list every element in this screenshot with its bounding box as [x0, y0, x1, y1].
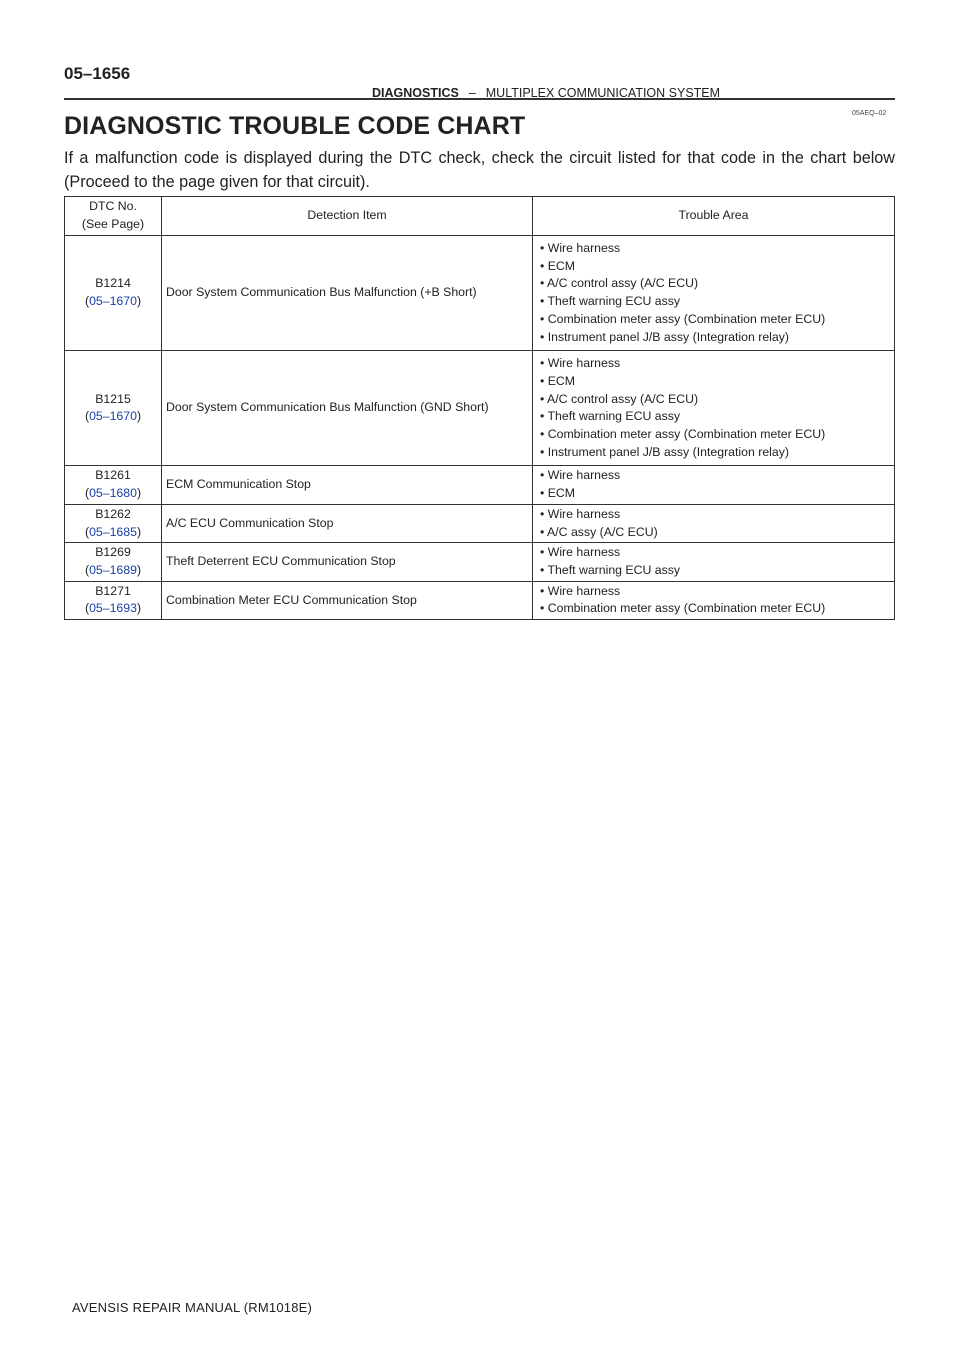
page-link[interactable]: 05–1685: [89, 524, 137, 539]
trouble-area-item: • ECM: [540, 486, 576, 501]
header-dtc-no: [65, 197, 162, 236]
trouble-area-item: • Instrument panel J/B assy (Integration relay): [540, 444, 789, 459]
dtc-table: [64, 196, 895, 620]
table-row: [65, 543, 895, 581]
trouble-area-item: • Combination meter assy (Combination meter ECU): [540, 311, 826, 326]
page-title: DIAGNOSTIC TROUBLE CODE CHART: [64, 112, 526, 140]
trouble-area-item: • A/C assy (A/C ECU): [540, 524, 658, 539]
trouble-area-item: • Combination meter assy (Combination meter ECU): [540, 601, 826, 616]
dtc-cell: [65, 543, 162, 581]
dtc-code: B1215: [95, 391, 131, 406]
table-row: [65, 466, 895, 504]
dtc-code: B1269: [95, 545, 131, 560]
detection-item: ECM Communication Stop: [162, 466, 533, 504]
detection-item: A/C ECU Communication Stop: [162, 504, 533, 542]
see-page-ref: (05–1670): [84, 294, 142, 309]
trouble-area-item: • A/C control assy (A/C ECU): [540, 276, 699, 291]
header-rule: [64, 98, 895, 100]
trouble-area-cell: [533, 351, 895, 466]
table-row: [65, 236, 895, 351]
trouble-area-item: • Wire harness: [540, 506, 621, 521]
trouble-area-item: • Theft warning ECU assy: [540, 294, 681, 309]
footer-manual-title: AVENSIS REPAIR MANUAL (RM1018E): [72, 1300, 313, 1315]
see-page-ref: (05–1680): [84, 486, 142, 501]
table-row: [65, 351, 895, 466]
see-page-ref: (05–1685): [84, 524, 142, 539]
trouble-area-cell: [533, 466, 895, 504]
detection-item: Theft Deterrent ECU Communication Stop: [162, 543, 533, 581]
trouble-area-item: • Wire harness: [540, 468, 621, 483]
detection-item: Door System Communication Bus Malfunction (+B Short): [162, 236, 533, 351]
table-header-row: [65, 197, 895, 236]
trouble-area-item: • Theft warning ECU assy: [540, 409, 681, 424]
header-trouble-area: Trouble Area: [533, 197, 895, 236]
dtc-cell: [65, 504, 162, 542]
trouble-area-item: • Instrument panel J/B assy (Integration relay): [540, 329, 789, 344]
page-link[interactable]: 05–1693: [89, 601, 137, 616]
dtc-code: B1271: [95, 583, 131, 598]
see-page-ref: (05–1693): [84, 601, 142, 616]
trouble-area-cell: [533, 581, 895, 619]
header-dtc-label: DTC No.: [89, 199, 137, 214]
trouble-area-item: • ECM: [540, 373, 576, 388]
dtc-cell: [65, 466, 162, 504]
subsection-name: MULTIPLEX COMMUNICATION SYSTEM: [485, 86, 721, 100]
see-page-ref: (05–1689): [84, 562, 142, 577]
reference-code: 05AEQ–02: [852, 110, 887, 117]
trouble-area-item: • Wire harness: [540, 583, 621, 598]
trouble-area-cell: [533, 543, 895, 581]
header-detection-item: Detection Item: [162, 197, 533, 236]
trouble-area-item: • ECM: [540, 258, 576, 273]
see-page-ref: (05–1670): [84, 409, 142, 424]
dtc-cell: [65, 236, 162, 351]
intro-paragraph: If a malfunction code is displayed during the DTC check, check the circuit listed for that code in the chart below (Proceed to the page given for that circuit).: [64, 149, 895, 191]
trouble-area-item: • Theft warning ECU assy: [540, 562, 681, 577]
trouble-area-cell: [533, 504, 895, 542]
detection-item: Combination Meter ECU Communication Stop: [162, 581, 533, 619]
dtc-code: B1214: [95, 276, 131, 291]
dtc-cell: [65, 581, 162, 619]
page-number: 05–1656: [64, 64, 131, 83]
header-separator: –: [468, 86, 476, 100]
trouble-area-item: • Combination meter assy (Combination meter ECU): [540, 427, 826, 442]
page-link[interactable]: 05–1670: [89, 294, 137, 309]
trouble-area-item: • Wire harness: [540, 545, 621, 560]
section-name: DIAGNOSTICS: [372, 86, 459, 100]
trouble-area-item: • Wire harness: [540, 356, 621, 371]
page-link[interactable]: 05–1689: [89, 562, 137, 577]
table-row: [65, 581, 895, 619]
dtc-code: B1261: [95, 468, 131, 483]
table-row: [65, 504, 895, 542]
trouble-area-item: • A/C control assy (A/C ECU): [540, 391, 699, 406]
dtc-code: B1262: [95, 506, 131, 521]
dtc-cell: [65, 351, 162, 466]
table-body: [65, 236, 895, 620]
trouble-area-cell: [533, 236, 895, 351]
header-see-page-label: (See Page): [81, 217, 145, 231]
detection-item: Door System Communication Bus Malfunction (GND Short): [162, 351, 533, 466]
page-link[interactable]: 05–1680: [89, 486, 137, 501]
page-link[interactable]: 05–1670: [89, 409, 137, 424]
trouble-area-item: • Wire harness: [540, 241, 621, 255]
